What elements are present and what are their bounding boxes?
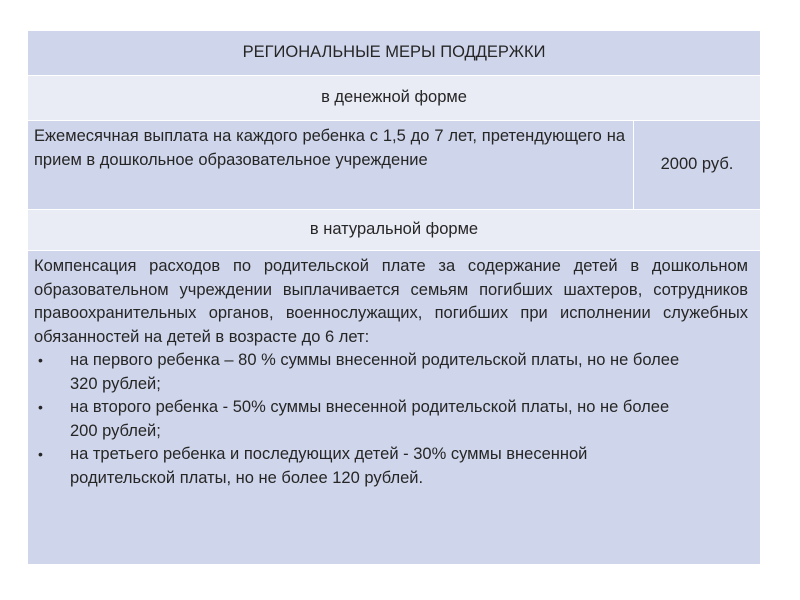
section-row-in-kind [28, 210, 761, 251]
bullet-icon: • [38, 399, 43, 415]
table-row [28, 251, 761, 565]
bullet-text: на третьего ребенка и последующих детей - 30% суммы внесенной родительской платы, но не более 120 рублей. [70, 445, 588, 487]
list-item [34, 396, 748, 443]
bullet-text: на первого ребенка – 80 % суммы внесенной родительской платы, но не более 320 рублей; [70, 351, 680, 393]
bullet-icon: • [38, 352, 43, 368]
section-heading-monetary: в денежной форме [28, 76, 761, 121]
bullet-list [34, 349, 748, 490]
table-row [28, 121, 761, 210]
monetary-amount: 2000 руб. [634, 121, 761, 210]
bullet-icon: • [38, 446, 43, 462]
table-title: РЕГИОНАЛЬНЫЕ МЕРЫ ПОДДЕРЖКИ [28, 31, 761, 76]
table-header-row [28, 31, 761, 76]
bullet-text: на второго ребенка - 50% суммы внесенной родительской платы, но не более 200 рублей; [70, 398, 670, 440]
monetary-description: Ежемесячная выплата на каждого ребенка с 1,5 до 7 лет, претендующего на прием в дошкольное образовательное учреждение [28, 121, 634, 210]
in-kind-cell [28, 251, 761, 565]
in-kind-paragraph: Компенсация расходов по родительской плате за содержание детей в дошкольном образовательном учреждении выплачивается семьям погибших шахтеров, сотрудников правоохранительных органов, военнослужащих, погибших при исполнении служебных обязанностей на детей в возрасте до 6 лет: [34, 257, 749, 346]
support-measures-table [27, 30, 761, 565]
list-item [34, 349, 748, 396]
section-row-monetary [28, 76, 761, 121]
in-kind-content [28, 251, 760, 490]
list-item [34, 443, 748, 490]
section-heading-in-kind: в натуральной форме [28, 210, 761, 251]
